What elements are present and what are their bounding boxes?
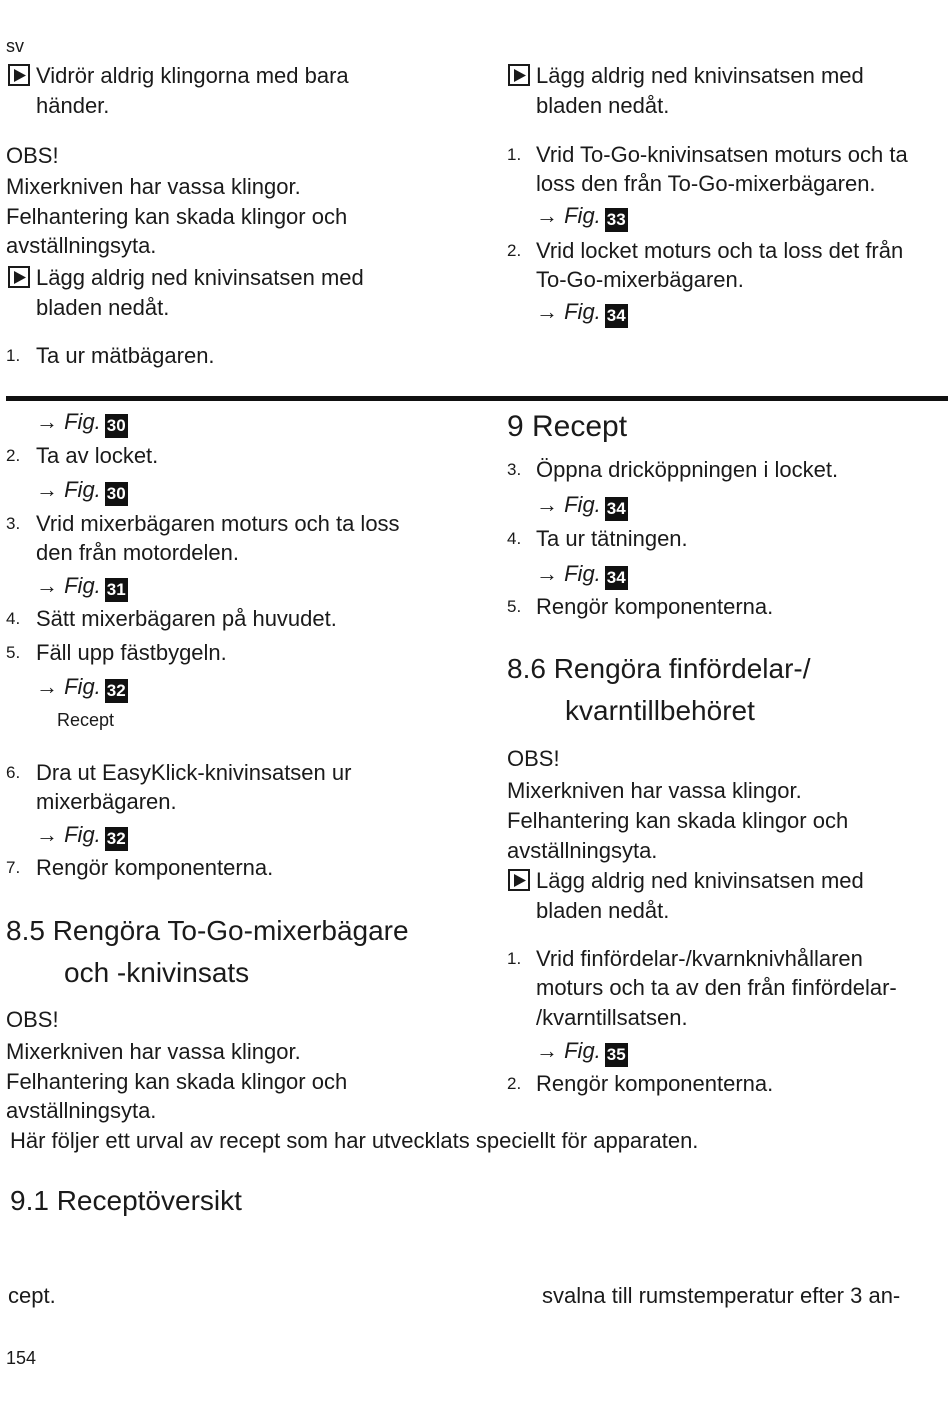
- figure-number-badge: 35: [605, 1043, 628, 1067]
- play-icon: [508, 64, 530, 86]
- figure-reference: → Fig. 32: [36, 820, 128, 851]
- text-fragment: svalna till rumstemperatur efter 3 an-: [542, 1283, 901, 1308]
- step-number: 1.: [507, 949, 522, 968]
- step-number: 3.: [6, 514, 21, 533]
- warning-text: händer.: [36, 93, 110, 118]
- paragraph: avställningsyta.: [507, 838, 658, 863]
- step-text: Dra ut EasyKlick-knivinsatsen ur: [36, 760, 352, 785]
- step-text: Ta ur tätningen.: [536, 526, 688, 551]
- step-text: /kvarntillsatsen.: [536, 1005, 688, 1030]
- play-icon: [8, 266, 30, 288]
- figure-reference: → Fig. 34: [536, 297, 628, 328]
- figure-reference: → Fig. 35: [536, 1036, 628, 1067]
- figure-number-badge: 31: [105, 578, 128, 602]
- figure-reference: → Fig. 33: [536, 201, 628, 232]
- section-heading-8-5: och -knivinsats: [64, 957, 250, 988]
- text-fragment: cept.: [8, 1283, 56, 1308]
- step-number: 1.: [507, 145, 522, 164]
- paragraph: avställningsyta.: [6, 233, 157, 258]
- figure-reference: → Fig. 32: [36, 672, 128, 703]
- step-number: 5.: [6, 643, 21, 662]
- step-number: 5.: [507, 597, 522, 616]
- warning-text: bladen nedåt.: [36, 295, 170, 320]
- figure-reference: → Fig. 31: [36, 571, 128, 602]
- play-icon: [508, 869, 530, 891]
- figure-reference: → Fig. 30: [36, 475, 128, 506]
- paragraph: Mixerkniven har vassa klingor.: [507, 778, 802, 803]
- step-number: 3.: [507, 460, 522, 479]
- section-heading-9-1: 9.1 Receptöversikt: [10, 1185, 242, 1216]
- running-head: Recept: [57, 710, 115, 730]
- step-text: To-Go-mixerbägaren.: [536, 267, 744, 292]
- step-text: Ta ur mätbägaren.: [36, 343, 215, 368]
- figure-reference: → Fig. 34: [536, 559, 628, 590]
- warning-text: bladen nedåt.: [536, 898, 670, 923]
- section-heading-8-6: kvarntillbehöret: [565, 695, 755, 726]
- paragraph: Felhantering kan skada klingor och: [6, 1069, 348, 1094]
- paragraph: Mixerkniven har vassa klingor.: [6, 1039, 301, 1064]
- step-text: Vrid locket moturs och ta loss det från: [536, 238, 904, 263]
- paragraph: avställningsyta.: [6, 1098, 157, 1123]
- warning-line: Lägg aldrig ned knivinsatsen med: [508, 61, 864, 91]
- warning-line: Lägg aldrig ned knivinsatsen med: [508, 866, 864, 896]
- step-text: den från motordelen.: [36, 540, 240, 565]
- page-number: 154: [6, 1348, 37, 1368]
- step-text: Vrid To-Go-knivinsatsen moturs och ta: [536, 142, 908, 167]
- step-text: Sätt mixerbägaren på huvudet.: [36, 606, 337, 631]
- play-icon: [8, 64, 30, 86]
- warning-text: bladen nedåt.: [536, 93, 670, 118]
- figure-reference: → Fig. 30: [36, 407, 128, 438]
- step-text: Öppna dricköppningen i locket.: [536, 457, 839, 482]
- section-heading-8-5: 8.5 Rengöra To-Go-mixerbägare: [6, 915, 409, 946]
- step-text: moturs och ta av den från finfördelar-: [536, 975, 897, 1000]
- paragraph: Mixerkniven har vassa klingor.: [6, 174, 301, 199]
- figure-number-badge: 30: [105, 414, 128, 438]
- step-text: mixerbägaren.: [36, 789, 177, 814]
- page-divider: [6, 396, 948, 401]
- section-heading-8-6: 8.6 Rengöra finfördelar-/: [507, 653, 811, 684]
- warning-line: Lägg aldrig ned knivinsatsen med: [8, 263, 364, 293]
- step-number: 2.: [507, 1074, 522, 1093]
- step-number: 2.: [6, 446, 21, 465]
- figure-reference: → Fig. 34: [536, 490, 628, 521]
- step-text: Rengör komponenterna.: [536, 1071, 774, 1096]
- figure-number-badge: 34: [605, 566, 628, 590]
- step-number: 7.: [6, 858, 21, 877]
- obs-label: OBS!: [507, 746, 560, 771]
- step-number: 4.: [507, 529, 522, 548]
- step-text: Rengör komponenterna.: [36, 855, 274, 880]
- figure-number-badge: 34: [605, 304, 628, 328]
- paragraph: Felhantering kan skada klingor och: [6, 204, 348, 229]
- figure-number-badge: 32: [105, 827, 128, 851]
- step-text: Vrid mixerbägaren moturs och ta loss: [36, 511, 400, 536]
- warning-line: Vidrör aldrig klingorna med bara: [8, 61, 349, 91]
- chapter-heading: 9 Recept: [507, 410, 628, 443]
- obs-label: OBS!: [6, 143, 59, 168]
- step-text: Rengör komponenterna.: [536, 594, 774, 619]
- step-text: Fäll upp fästbygeln.: [36, 640, 227, 665]
- intro-paragraph: Här följer ett urval av recept som har utvecklats speciellt för apparaten.: [10, 1128, 699, 1153]
- paragraph: Felhantering kan skada klingor och: [507, 808, 849, 833]
- figure-number-badge: 30: [105, 482, 128, 506]
- language-code: sv: [6, 36, 24, 56]
- step-number: 6.: [6, 763, 21, 782]
- step-number: 1.: [6, 346, 21, 365]
- figure-number-badge: 34: [605, 497, 628, 521]
- obs-label: OBS!: [6, 1007, 59, 1032]
- step-text: Vrid finfördelar-/kvarnknivhållaren: [536, 946, 863, 971]
- figure-number-badge: 33: [605, 208, 628, 232]
- step-text: Ta av locket.: [36, 443, 159, 468]
- step-number: 4.: [6, 609, 21, 628]
- figure-number-badge: 32: [105, 679, 128, 703]
- step-number: 2.: [507, 241, 522, 260]
- step-text: loss den från To-Go-mixerbägaren.: [536, 171, 876, 196]
